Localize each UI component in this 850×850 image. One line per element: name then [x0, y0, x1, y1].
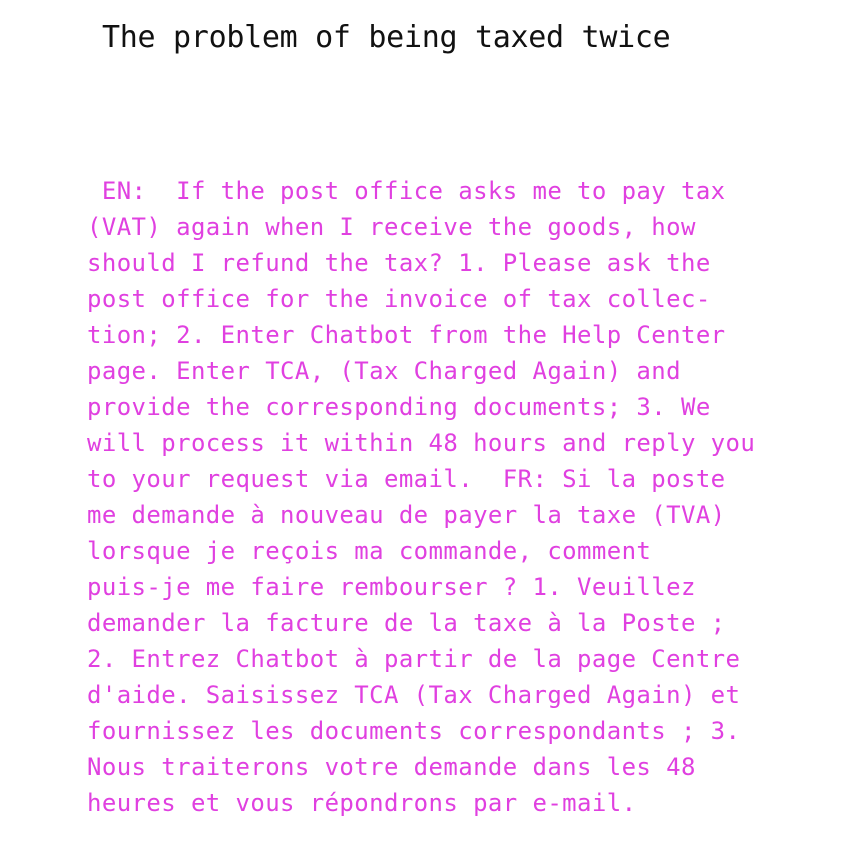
body-line: to your request via email. FR: Si la poste [87, 465, 726, 493]
body-line: provide the corresponding documents; 3. We [87, 393, 711, 421]
body-line: will process it within 48 hours and reply you [87, 429, 756, 457]
body-line: puis-je me faire rembourser ? 1. Veuillez [87, 573, 696, 601]
body-line: d'aide. Saisissez TCA (Tax Charged Again) et [87, 681, 741, 709]
body-line: (VAT) again when I receive the goods, how [87, 213, 696, 241]
body-line: tion; 2. Enter Chatbot from the Help Center [87, 321, 726, 349]
body-line: demander la facture de la taxe à la Poste ; [87, 609, 726, 637]
body-line: should I refund the tax? 1. Please ask the [87, 249, 711, 277]
body-line: page. Enter TCA, (Tax Charged Again) and [87, 357, 681, 385]
body-line: heures et vous répondrons par e-mail. [87, 789, 637, 817]
body-line: Nous traiterons votre demande dans les 48 [87, 753, 696, 781]
body-line: post office for the invoice of tax collec- [87, 285, 711, 313]
body-line: 2. Entrez Chatbot à partir de la page Centre [87, 645, 741, 673]
faq-body [87, 173, 777, 821]
body-line: fournissez les documents correspondants ; 3. [87, 717, 741, 745]
body-line: EN: If the post office asks me to pay tax [87, 177, 726, 205]
page-title: The problem of being taxed twice [102, 20, 671, 55]
body-line: me demande à nouveau de payer la taxe (TVA) [87, 501, 726, 529]
body-line: lorsque je reçois ma commande, comment [87, 537, 652, 565]
